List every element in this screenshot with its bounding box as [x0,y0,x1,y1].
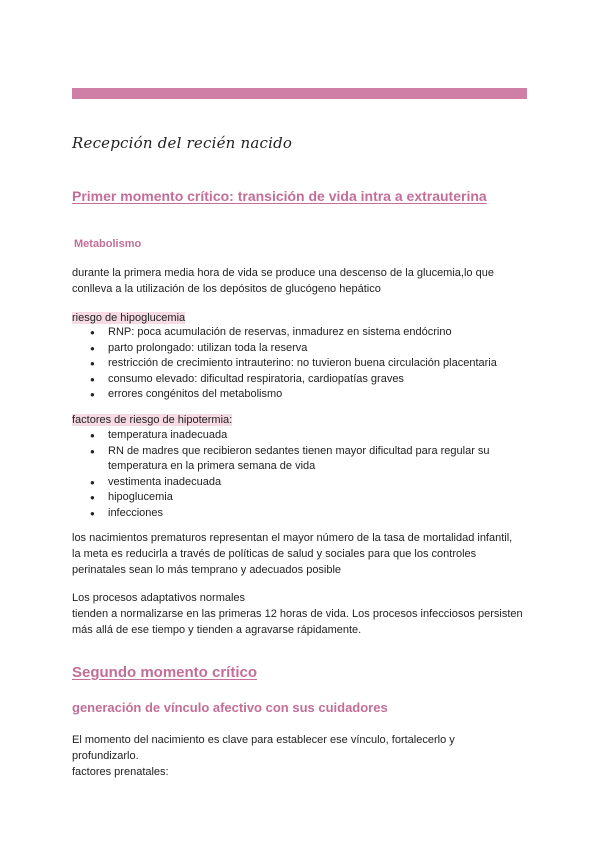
text-line: conlleva a la utilización de los depósitos de glucógeno hepático [72,283,381,295]
section2-heading: Segundo momento crítico [72,664,258,681]
hypoglycemia-list [72,325,532,403]
list-item: ● hipoglucemia [72,490,532,506]
text-line: durante la primera media hora de vida se produce una descenso de la glucemia,lo que [72,267,494,279]
text-line: más allá de ese tiempo y tienden a agravarse rápidamente. [72,624,362,636]
list-item: ● parto prolongado: utilizan toda la reserva [72,341,532,357]
list-item: ● vestimenta inadecuada [72,475,532,491]
list-item: ● infecciones [72,506,532,522]
list-item: ● errores congénitos del metabolismo [72,387,532,403]
hypoglycemia-label: riesgo de hipoglucemia [72,312,186,324]
metabolism-intro [72,265,532,297]
bonding-paragraph [72,732,532,780]
list-item: ● consumo elevado: dificultad respiratoria, cardiopatías graves [72,372,532,388]
document-title: Recepción del recién nacido [72,134,293,152]
hypothermia-label: factores de riesgo de hipotermia: [72,414,233,426]
bonding-subheading: generación de vínculo afectivo con sus cuidadores [72,700,388,715]
text-line: perinatales sean lo más temprano y adecuados posible [72,564,342,576]
text-line: profundizarlo. [72,750,139,762]
adaptive-paragraph [72,590,532,638]
text-line: los nacimientos prematuros representan el mayor número de la tasa de mortalidad infantil, [72,532,513,544]
list-item: ● temperatura inadecuada [72,428,532,444]
list-item: ● restricción de crecimiento intrauterino: no tuvieron buena circulación placentaria [72,356,532,372]
hypothermia-list [72,428,532,521]
metabolism-subheading: Metabolismo [74,238,142,250]
section1-heading: Primer momento crítico: transición de vida intra a extrauterina [72,188,487,204]
header-accent-bar [72,88,527,99]
list-item: ● RNP: poca acumulación de reservas, inmadurez en sistema endócrino [72,325,532,341]
text-line: factores prenatales: [72,766,169,778]
text-line: tienden a normalizarse en las primeras 12 horas de vida. Los procesos infecciosos persisten [72,608,523,620]
text-line: El momento del nacimiento es clave para establecer ese vínculo, fortalecerlo y [72,734,455,746]
text-line: Los procesos adaptativos normales [72,592,246,604]
list-item: ● RN de madres que recibieron sedantes tienen mayor dificultad para regular su temperatura en la primera semana de vida [72,444,532,475]
text-line: la meta es reducirla a través de políticas de salud y sociales para que los controles [72,548,477,560]
mortality-paragraph [72,530,532,578]
